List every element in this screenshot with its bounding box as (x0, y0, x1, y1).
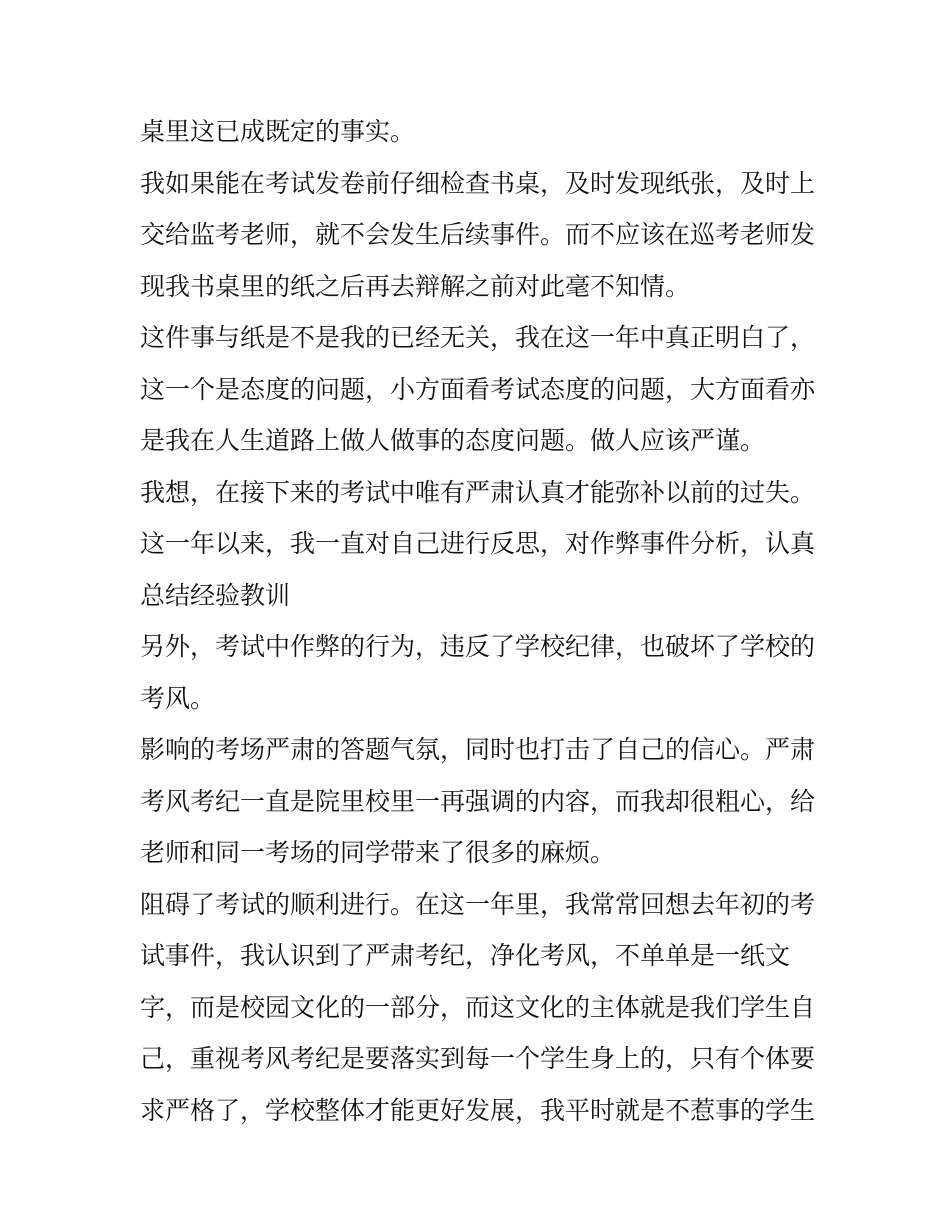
text-line: 这一个是态度的问题，小方面看考试态度的问题，大方面看亦 (140, 374, 816, 404)
text-line: 字，而是校园文化的一部分，而这文化的主体就是我们学生自 (140, 992, 816, 1022)
text-line: 这一年以来，我一直对自己进行反思，对作弊事件分析，认真 (140, 529, 816, 558)
document-body (140, 106, 840, 1136)
text-line: 求严格了，学校整体才能更好发展，我平时就是不惹事的学生 (140, 1095, 816, 1125)
text-line: 考风考纪一直是院里校里一再强调的内容，而我却很粗心，给 (140, 786, 816, 816)
text-line: 考风。 (140, 683, 216, 713)
text-line: 老师和同一考场的同学带来了很多的麻烦。 (140, 838, 616, 867)
text-line: 我想，在接下来的考试中唯有严肃认真才能弥补以前的过失。 (140, 477, 816, 507)
text-line: 交给监考老师，就不会发生后续事件。而不应该在巡考老师发 (140, 220, 816, 249)
text-line: 这件事与纸是不是我的已经无关，我在这一年中真正明白了， (140, 323, 816, 352)
text-line: 影响的考场严肃的答题气氛，同时也打击了自己的信心。严肃 (140, 735, 816, 764)
text-line: 总结经验教训 (140, 580, 291, 610)
text-line: 阻碍了考试的顺利进行。在这一年里，我常常回想去年初的考 (140, 889, 816, 919)
text-line: 桌里这已成既定的事实。 (140, 117, 416, 146)
text-line: 试事件，我认识到了严肃考纪，净化考风，不单单是一纸文 (140, 941, 791, 970)
text-line: 另外，考试中作弊的行为，违反了学校纪律，也破坏了学校的 (140, 632, 816, 661)
text-line: 己，重视考风考纪是要落实到每一个学生身上的，只有个体要 (140, 1044, 816, 1073)
text-line: 现我书桌里的纸之后再去辩解之前对此毫不知情。 (140, 271, 691, 301)
text-line: 是我在人生道路上做人做事的态度问题。做人应该严谨。 (140, 426, 766, 455)
text-line: 我如果能在考试发卷前仔细检查书桌，及时发现纸张，及时上 (140, 168, 816, 198)
